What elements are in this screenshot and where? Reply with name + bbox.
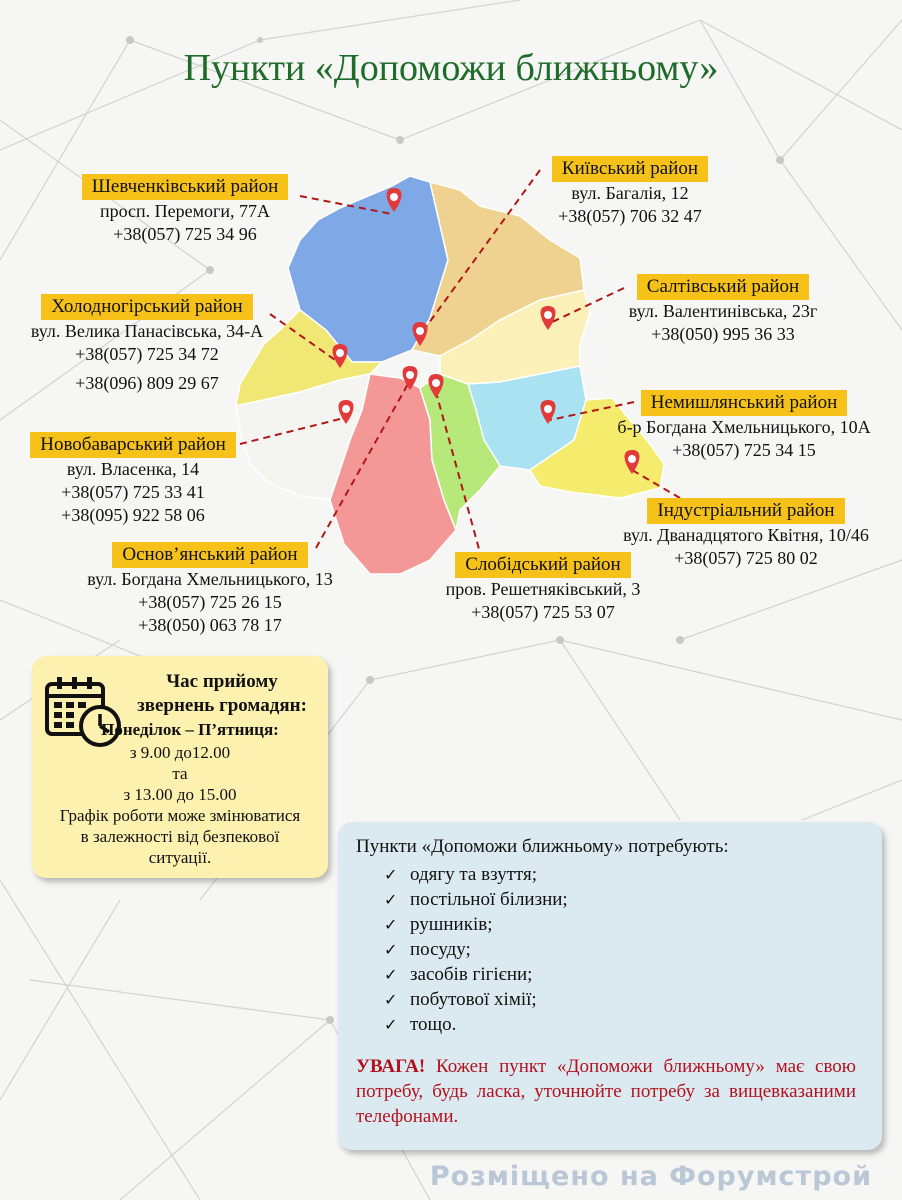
schedule-and: та <box>172 764 188 783</box>
needs-item-label: побутової хімії; <box>410 989 537 1010</box>
checkmark-icon: ✓ <box>384 865 398 884</box>
district-slobidskyi <box>428 552 658 624</box>
list-item <box>384 937 568 962</box>
district-address: просп. Перемоги, 77А <box>99 201 271 221</box>
schedule-days: Понеділок – П’ятниця: <box>101 720 279 739</box>
district-address: вул. Велика Панасівська, 34-А <box>30 321 264 341</box>
district-address: вул. Дванадцятого Квітня, 10/46 <box>623 525 869 545</box>
schedule-hours <box>32 742 328 868</box>
district-phone[interactable]: +38(050) 063 78 17 <box>138 615 282 635</box>
district-osnovianskyi <box>62 542 358 637</box>
district-name: Слобідський район <box>455 552 630 578</box>
schedule-title-line: Час прийому <box>166 671 278 692</box>
district-name: Шевченківський район <box>82 174 289 200</box>
schedule-note: Графік роботи може змінюватися <box>59 806 301 825</box>
needs-heading: Пункти «Допоможи ближньому» потребують: <box>356 836 729 857</box>
schedule-title-line: звернень громадян: <box>137 695 307 716</box>
district-phone[interactable]: +38(057) 725 34 72 <box>75 344 219 364</box>
needs-item-label: рушників; <box>410 914 493 935</box>
list-item <box>384 912 568 937</box>
list-item <box>384 862 568 887</box>
district-shevchenkivskyi <box>60 174 310 246</box>
checkmark-icon: ✓ <box>384 990 398 1009</box>
needs-item-label: посуду; <box>410 939 471 960</box>
district-phone[interactable]: +38(057) 725 34 96 <box>113 224 257 244</box>
district-phone[interactable]: +38(096) 809 29 67 <box>75 373 219 393</box>
schedule-note: ситуації. <box>148 848 212 867</box>
checkmark-icon: ✓ <box>384 890 398 909</box>
district-kholodnohirskyi <box>14 294 280 395</box>
needs-item-label: тощо. <box>410 1014 457 1035</box>
district-name: Новобаварський район <box>30 432 236 458</box>
district-address: пров. Решетняківський, 3 <box>445 579 641 599</box>
schedule-slot: з 13.00 до 15.00 <box>123 785 237 804</box>
schedule-slot: з 9.00 до12.00 <box>129 743 231 762</box>
district-phone[interactable]: +38(057) 725 33 41 <box>61 482 205 502</box>
district-phone[interactable]: +38(057) 725 26 15 <box>138 592 282 612</box>
district-name: Немишлянський район <box>641 390 848 416</box>
needs-card <box>338 822 882 1150</box>
list-item <box>384 1012 568 1037</box>
district-novobavarskyi <box>18 432 248 527</box>
district-address: б-р Богдана Хмельницького, 10А <box>617 417 871 437</box>
district-address: вул. Багалія, 12 <box>571 183 689 203</box>
list-item <box>384 987 568 1012</box>
checkmark-icon: ✓ <box>384 1015 398 1034</box>
district-name: Індустріальний район <box>647 498 844 524</box>
page-title: Пункти «Допоможи ближньому» <box>183 47 719 89</box>
warning-note <box>356 1054 856 1129</box>
needs-item-label: постільної білизни; <box>410 889 568 910</box>
warning-label: УВАГА! <box>356 1056 426 1077</box>
schedule-note: в залежності від безпекової <box>80 827 280 846</box>
needs-item-label: засобів гігієни; <box>410 964 533 985</box>
district-kyivskyi <box>530 156 730 228</box>
needs-item-label: одягу та взуття; <box>410 864 538 885</box>
checkmark-icon: ✓ <box>384 965 398 984</box>
district-address: вул. Богдана Хмельницького, 13 <box>87 569 333 589</box>
district-name: Київський район <box>552 156 708 182</box>
district-phone[interactable]: +38(057) 706 32 47 <box>558 206 702 226</box>
warning-text: Кожен пункт «Допоможи ближньому» має свою потребу, будь ласка, уточнюйте потребу за вищевказаними телефонами. <box>356 1056 856 1127</box>
watermark: Розміщено на Форумстрой <box>429 1161 872 1192</box>
district-name: Основ’янський район <box>112 542 307 568</box>
district-address: вул. Валентинівська, 23г <box>628 301 818 321</box>
needs-list <box>384 862 568 1037</box>
checkmark-icon: ✓ <box>384 940 398 959</box>
district-saltivskyi <box>610 274 836 346</box>
district-phone[interactable]: +38(057) 725 53 07 <box>471 602 615 622</box>
district-nemyshlianskyi <box>598 390 890 462</box>
district-address: вул. Власенка, 14 <box>66 459 200 479</box>
district-phone[interactable]: +38(057) 725 34 15 <box>672 440 816 460</box>
list-item <box>384 962 568 987</box>
district-phone[interactable]: +38(095) 922 58 06 <box>61 505 205 525</box>
list-item <box>384 887 568 912</box>
schedule-card <box>32 656 328 878</box>
district-phone[interactable]: +38(057) 725 80 02 <box>674 548 818 568</box>
checkmark-icon: ✓ <box>384 915 398 934</box>
schedule-title <box>116 670 328 718</box>
district-name: Холодногірський район <box>41 294 252 320</box>
district-phone[interactable]: +38(050) 995 36 33 <box>651 324 795 344</box>
district-name: Салтівський район <box>637 274 809 300</box>
